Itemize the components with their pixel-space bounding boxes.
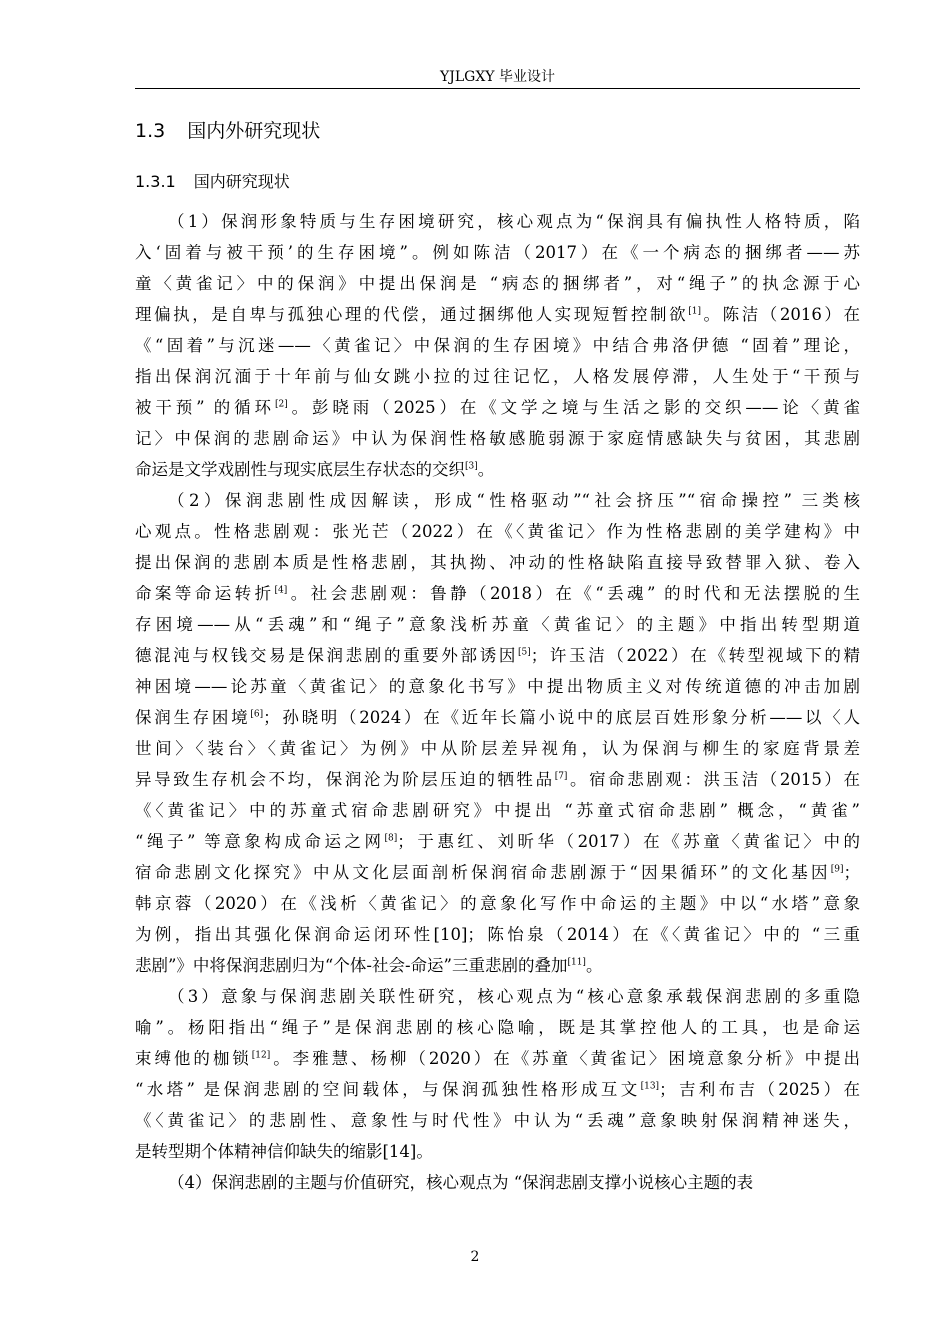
paragraph-line: 是转型期个体精神信仰缺失的缩影[14]。 (135, 1142, 433, 1161)
paragraph-line: 存困境——从“丢魂”和“绳子”意象浅析苏童〈黄雀记〉的主题》中指出转型期道 (135, 615, 860, 634)
paragraph-line: 异导致生存机会不均，保润沦为阶层压迫的牺牲品[7]。宿命悲剧观：洪玉洁（2015）在 (135, 770, 860, 789)
paragraph-line: 喻”。杨阳指出“绳子”是保润悲剧的核心隐喻，既是其掌控他人的工具，也是命运 (135, 1018, 860, 1037)
paragraph-line: 《〈黄雀记〉的悲剧性、意象性与时代性》中认为“丢魂”意象映射保润精神迷失， (135, 1111, 860, 1130)
paragraph-line: 《“固着”与沉迷——〈黄雀记〉中保润的生存困境》中结合弗洛伊德 “固着”理论， (135, 336, 860, 355)
paragraph-line: 童〈黄雀记〉中的保润》中提出保润是 “病态的捆绑者”，对“绳子”的执念源于心 (135, 274, 860, 293)
section-heading (135, 117, 320, 145)
paragraph-line: 记〉中保润的悲剧命运》中认为保润性格敏感脆弱源于家庭情感缺失与贫困，其悲剧 (135, 429, 860, 448)
paragraph-line: 世间〉〈装台〉〈黄雀记〉为例》中从阶层差异视角，认为保润与柳生的家庭背景差 (135, 739, 860, 758)
page-header (135, 68, 860, 89)
paragraph-line: 保润生存困境[6]；孙晓明（2024）在《近年长篇小说中的底层百姓形象分析——以〈人 (135, 708, 860, 727)
paragraph-line: 被干预” 的循环[2]。彭晓雨（2025）在《文学之境与生活之影的交织——论〈黄雀 (135, 398, 860, 417)
paragraph-line: （4）保润悲剧的主题与价值研究，核心观点为 “保润悲剧支撑小说核心主题的表 (168, 1173, 754, 1192)
paragraph-line: （3）意象与保润悲剧关联性研究，核心观点为“核心意象承载保润悲剧的多重隐 (168, 987, 860, 1006)
paragraph-line: 悲剧”》中将保润悲剧归为“个体-社会-命运”三重悲剧的叠加[11]。 (135, 956, 603, 975)
subsection-number: 1.3.1 (135, 172, 176, 191)
paragraph-line: “水塔” 是保润悲剧的空间载体，与保润孤独性格形成互文[13]；吉利布吉（2025）在 (135, 1080, 860, 1099)
paragraph-line: 指出保润沉湎于十年前与仙女跳小拉的过往记忆，人格发展停滞，人生处于“干预与 (135, 367, 860, 386)
paragraph-line: 为例，指出其强化保润命运闭环性[10]；陈怡泉（2014）在《〈黄雀记〉中的 “三重 (135, 925, 860, 944)
paragraph-line: 德混沌与权钱交易是保润悲剧的重要外部诱因[5]；许玉洁（2022）在《转型视域下的精 (135, 646, 860, 665)
paragraph-line: （2）保润悲剧性成因解读，形成“性格驱动”“社会挤压”“宿命操控” 三类核 (168, 491, 860, 510)
section-number: 1.3 (135, 120, 166, 142)
paragraph-line: 心观点。性格悲剧观：张光芒（2022）在《〈黄雀记〉作为性格悲剧的美学建构》中 (135, 522, 860, 541)
paragraph-line: （1）保润形象特质与生存困境研究，核心观点为“保润具有偏执性人格特质，陷 (168, 212, 860, 231)
paragraph-line: 命案等命运转折[4]。社会悲剧观：鲁静（2018）在《“丢魂” 的时代和无法摆脱的生 (135, 584, 860, 603)
paragraph-line: 神困境——论苏童〈黄雀记〉的意象化书写》中提出物质主义对传统道德的冲击加剧 (135, 677, 860, 696)
subsection-heading (135, 170, 290, 194)
paragraph-line: 提出保润的悲剧本质是性格悲剧，其执拗、冲动的性格缺陷直接导致替罪入狱、卷入 (135, 553, 860, 572)
paragraph-line: 理偏执，是自卑与孤独心理的代偿，通过捆绑他人实现短暂控制欲[1]。陈洁（2016）在 (135, 305, 860, 324)
paragraph-line: “绳子” 等意象构成命运之网[8]；于惠红、刘昕华（2017）在《苏童〈黄雀记〉中的 (135, 832, 860, 851)
paragraph-line: 韩京蓉（2020）在《浅析〈黄雀记〉的意象化写作中命运的主题》中以“水塔”意象 (135, 894, 860, 913)
header-title: YJLGXY 毕业设计 (440, 69, 555, 85)
paragraph-line: 入‘固着与被干预’的生存困境”。例如陈洁（2017）在《一个病态的捆绑者——苏 (135, 243, 860, 262)
paragraph-line: 命运是文学戏剧性与现实底层生存状态的交织[3]。 (135, 460, 495, 479)
body-text (135, 206, 860, 1198)
page-number: 2 (470, 1249, 480, 1265)
paragraph-line: 《〈黄雀记〉中的苏童式宿命悲剧研究》中提出 “苏童式宿命悲剧” 概念，“黄雀” (135, 801, 860, 820)
paragraph-line: 束缚他的枷锁[12]。李雅慧、杨柳（2020）在《苏童〈黄雀记〉困境意象分析》中提出 (135, 1049, 860, 1068)
section-title: 国内外研究现状 (187, 120, 321, 142)
paragraph-line: 宿命悲剧文化探究》中从文化层面剖析保润宿命悲剧源于“因果循环”的文化基因[9]； (135, 863, 860, 882)
subsection-title: 国内研究现状 (193, 172, 290, 191)
